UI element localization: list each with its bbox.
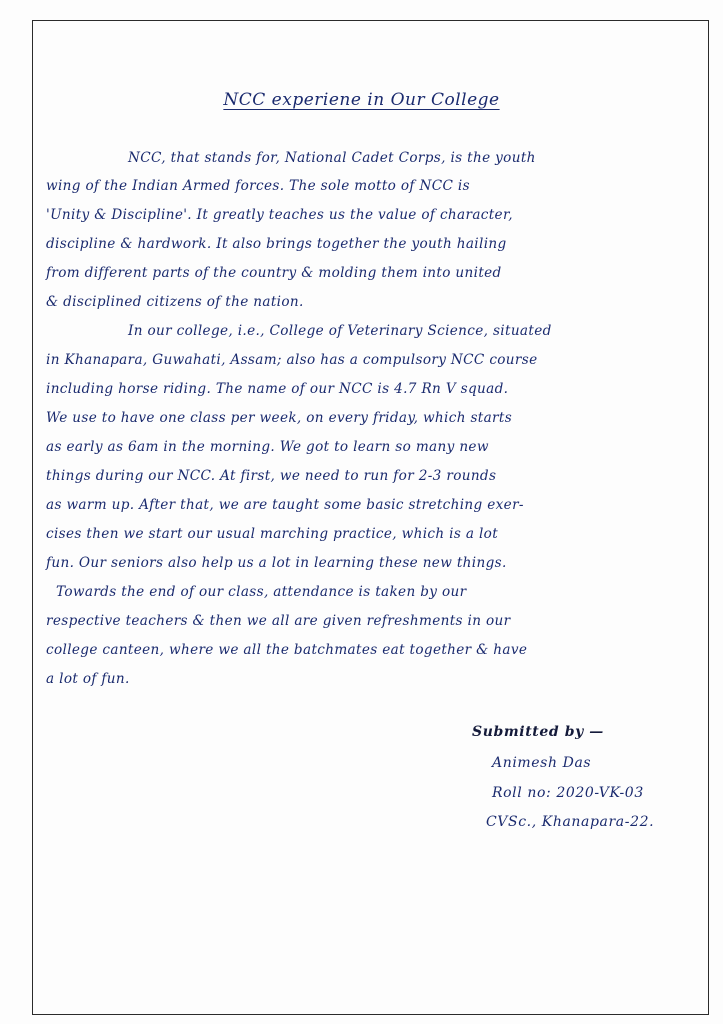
submitted-by-label: Submitted by —: [472, 724, 604, 740]
roll-number: Roll no: 2020-VK-03: [492, 785, 644, 801]
text-line: a lot of fun.: [46, 671, 130, 687]
document-title: [0, 90, 723, 110]
text-line: In our college, i.e., College of Veterinary Science, situated: [128, 323, 552, 339]
text-line: cises then we start our usual marching practice, which is a lot: [46, 526, 499, 542]
text-line: discipline & hardwork. It also brings together the youth hailing: [46, 236, 507, 252]
text-line: Towards the end of our class, attendance is taken by our: [56, 584, 467, 600]
college-address: CVSc., Khanapara-22.: [486, 814, 655, 830]
author-name: Animesh Das: [492, 755, 592, 771]
text-line: & disciplined citizens of the nation.: [46, 294, 304, 310]
text-line: as warm up. After that, we are taught some basic stretching exer-: [46, 497, 524, 513]
text-line: including horse riding. The name of our NCC is 4.7 Rn V squad.: [46, 381, 509, 397]
text-line: fun. Our seniors also help us a lot in learning these new things.: [46, 555, 507, 571]
text-line: NCC, that stands for, National Cadet Corps, is the youth: [128, 150, 536, 166]
page-border: [32, 20, 709, 1015]
text-line: things during our NCC. At first, we need to run for 2-3 rounds: [46, 468, 497, 484]
text-line: We use to have one class per week, on every friday, which starts: [46, 410, 513, 426]
text-line: in Khanapara, Guwahati, Assam; also has a compulsory NCC course: [46, 352, 538, 368]
text-line: from different parts of the country & molding them into united: [46, 265, 502, 281]
text-line: wing of the Indian Armed forces. The sole motto of NCC is: [46, 178, 470, 194]
title-text: NCC experiene in Our College: [223, 90, 500, 110]
text-line: college canteen, where we all the batchmates eat together & have: [46, 642, 528, 658]
text-line: 'Unity & Discipline'. It greatly teaches us the value of character,: [46, 207, 513, 223]
text-line: as early as 6am in the morning. We got to learn so many new: [46, 439, 489, 455]
text-line: respective teachers & then we all are given refreshments in our: [46, 613, 511, 629]
